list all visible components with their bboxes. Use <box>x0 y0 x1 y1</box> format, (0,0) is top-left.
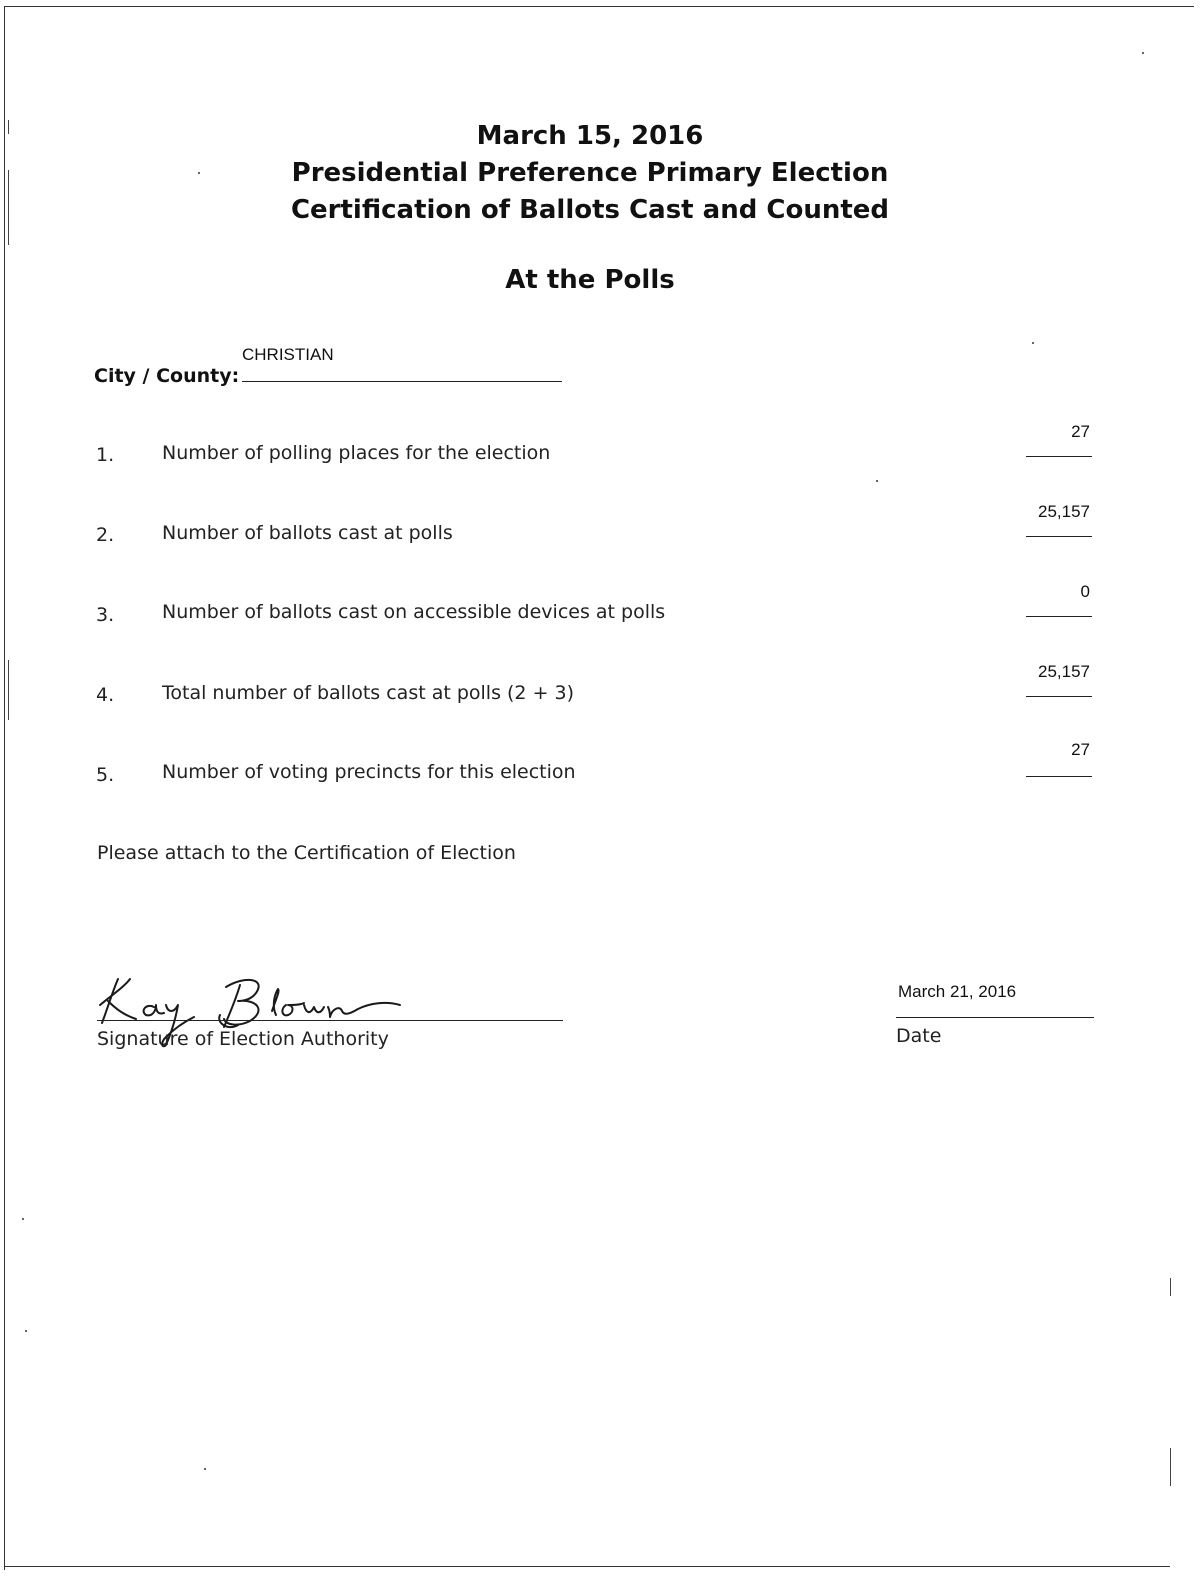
date-underline <box>896 1017 1094 1018</box>
item-value: 0 <box>1080 582 1090 601</box>
attach-note: Please attach to the Certification of Election <box>97 842 516 864</box>
scan-mark <box>1170 1448 1171 1486</box>
item-value: 27 <box>1071 740 1090 759</box>
signature-underline <box>97 1020 563 1021</box>
county-value: CHRISTIAN <box>242 345 334 364</box>
item-underline <box>1026 536 1092 537</box>
county-label: City / County: <box>94 365 240 387</box>
date-label: Date <box>896 1025 942 1047</box>
item-underline <box>1026 696 1092 697</box>
section-heading: At the Polls <box>505 265 675 295</box>
date-value: March 21, 2016 <box>898 982 1017 1001</box>
certification-title: Certification of Ballots Cast and Counted <box>290 195 890 225</box>
election-title: Presidential Preference Primary Election <box>291 158 889 188</box>
scan-mark <box>1170 1278 1171 1296</box>
scan-speck <box>1032 342 1034 344</box>
item-text: Number of ballots cast on accessible devices at polls <box>162 601 666 623</box>
item-number: 1. <box>96 444 115 466</box>
item-underline <box>1026 776 1092 777</box>
scan-speck <box>1142 52 1144 54</box>
scan-speck <box>25 1330 27 1332</box>
item-text: Total number of ballots cast at polls (2 + 3) <box>162 682 575 704</box>
item-number: 2. <box>96 524 115 546</box>
item-underline <box>1026 616 1092 617</box>
scan-border-bottom <box>4 1566 1170 1567</box>
election-date: March 15, 2016 <box>476 121 704 151</box>
scan-border-left <box>4 6 5 1570</box>
item-text: Number of polling places for the election <box>162 442 551 464</box>
item-underline <box>1026 456 1092 457</box>
document-header <box>0 118 1180 229</box>
item-number: 4. <box>96 684 115 706</box>
item-text: Number of voting precincts for this election <box>162 761 576 783</box>
item-value: 27 <box>1071 422 1090 441</box>
scan-mark <box>8 660 9 720</box>
county-underline <box>242 381 562 382</box>
scan-speck <box>876 480 878 482</box>
signature-label: Signature of Election Authority <box>97 1028 389 1050</box>
scan-border-top <box>4 6 1194 7</box>
scan-speck <box>204 1468 206 1470</box>
item-value: 25,157 <box>1038 502 1090 521</box>
item-value: 25,157 <box>1038 662 1090 681</box>
scan-speck <box>22 1218 24 1220</box>
item-number: 3. <box>96 604 115 626</box>
item-number: 5. <box>96 764 115 786</box>
item-text: Number of ballots cast at polls <box>162 522 453 544</box>
